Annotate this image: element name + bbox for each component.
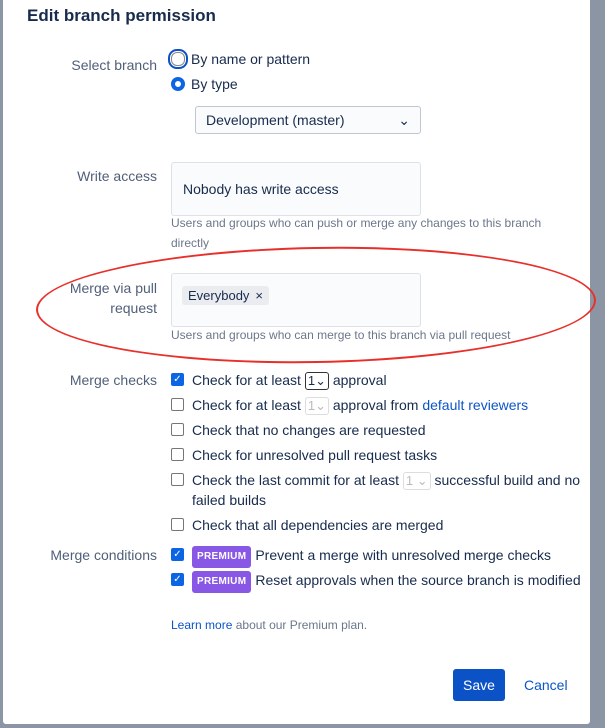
checkbox[interactable]: [171, 448, 184, 461]
reviewer-count-select[interactable]: 1⌄: [305, 397, 329, 415]
edit-branch-permission-dialog: [3, 0, 590, 724]
count: 1: [405, 473, 414, 488]
checkbox[interactable]: ✓: [171, 573, 184, 586]
check-no-changes[interactable]: [171, 420, 581, 440]
select-value: Development (master): [206, 112, 345, 128]
condition-reset-approvals[interactable]: [171, 570, 581, 593]
check-builds[interactable]: [171, 470, 581, 510]
checkbox[interactable]: [171, 398, 184, 411]
count: 1: [307, 398, 316, 413]
build-count-select[interactable]: 1 ⌄: [403, 472, 431, 490]
check-dependencies[interactable]: [171, 515, 581, 535]
annotation-ellipse: [35, 242, 597, 368]
write-access-label: Write access: [77, 168, 157, 184]
text: approval: [332, 372, 387, 388]
dialog-title: Edit branch permission: [27, 6, 216, 25]
save-button[interactable]: Save: [453, 669, 505, 701]
checkbox[interactable]: ✓: [171, 548, 184, 561]
select-branch-label: Select branch: [71, 57, 157, 73]
checkbox[interactable]: ✓: [171, 373, 184, 386]
merge-pr-help: Users and groups who can merge to this branch via pull request: [171, 328, 511, 342]
remove-tag-icon[interactable]: ×: [255, 288, 264, 303]
radio-label: By name or pattern: [191, 51, 311, 67]
cancel-button[interactable]: Cancel: [524, 677, 568, 693]
premium-badge: PREMIUM: [192, 546, 251, 568]
default-reviewers-link[interactable]: default reviewers: [422, 397, 529, 413]
text: Check for unresolved pull request tasks: [192, 447, 438, 463]
text: approval from: [332, 397, 419, 413]
text: Prevent a merge with unresolved merge checks: [255, 547, 552, 563]
tag-label: Everybody: [188, 288, 250, 303]
text: Check for at least: [192, 372, 301, 388]
learn-more-text: [171, 615, 581, 635]
radio-by-name[interactable]: [171, 51, 310, 67]
approval-count-select[interactable]: 1⌄: [305, 372, 329, 390]
write-access-help: Users and groups who can push or merge any changes to this branch directly: [171, 216, 542, 250]
radio-by-type[interactable]: [171, 76, 238, 92]
check-default-reviewers[interactable]: [171, 395, 581, 415]
text: Check that all dependencies are merged: [192, 517, 444, 533]
merge-conditions-label: Merge conditions: [50, 547, 157, 563]
text: Check the last commit for at least: [192, 472, 399, 488]
learn-more-suffix: about our Premium plan.: [235, 618, 368, 632]
checkbox[interactable]: [171, 423, 184, 436]
radio-label: By type: [191, 76, 238, 92]
checkbox[interactable]: [171, 518, 184, 531]
branch-type-select[interactable]: [195, 106, 421, 134]
condition-unresolved-checks[interactable]: [171, 545, 581, 568]
premium-badge: PREMIUM: [192, 571, 251, 593]
radio-button[interactable]: [171, 77, 185, 91]
text: successful build and no failed builds: [192, 472, 581, 508]
radio-button[interactable]: [171, 52, 185, 66]
check-unresolved-tasks[interactable]: [171, 445, 581, 465]
merge-checks-label: Merge checks: [69, 372, 157, 388]
text: Check for at least: [192, 397, 301, 413]
check-min-approvals[interactable]: [171, 370, 581, 390]
chevron-down-icon: ⌄: [398, 112, 410, 128]
learn-more-link[interactable]: Learn more: [171, 618, 233, 632]
text: Reset approvals when the source branch is modified: [255, 572, 581, 588]
count: 1: [307, 373, 316, 388]
merge-pr-label: Merge via pull request: [69, 280, 157, 316]
text: Check that no changes are requested: [192, 422, 426, 438]
write-access-field[interactable]: [171, 162, 421, 216]
checkbox[interactable]: [171, 473, 184, 486]
write-access-value: Nobody has write access: [183, 181, 339, 197]
